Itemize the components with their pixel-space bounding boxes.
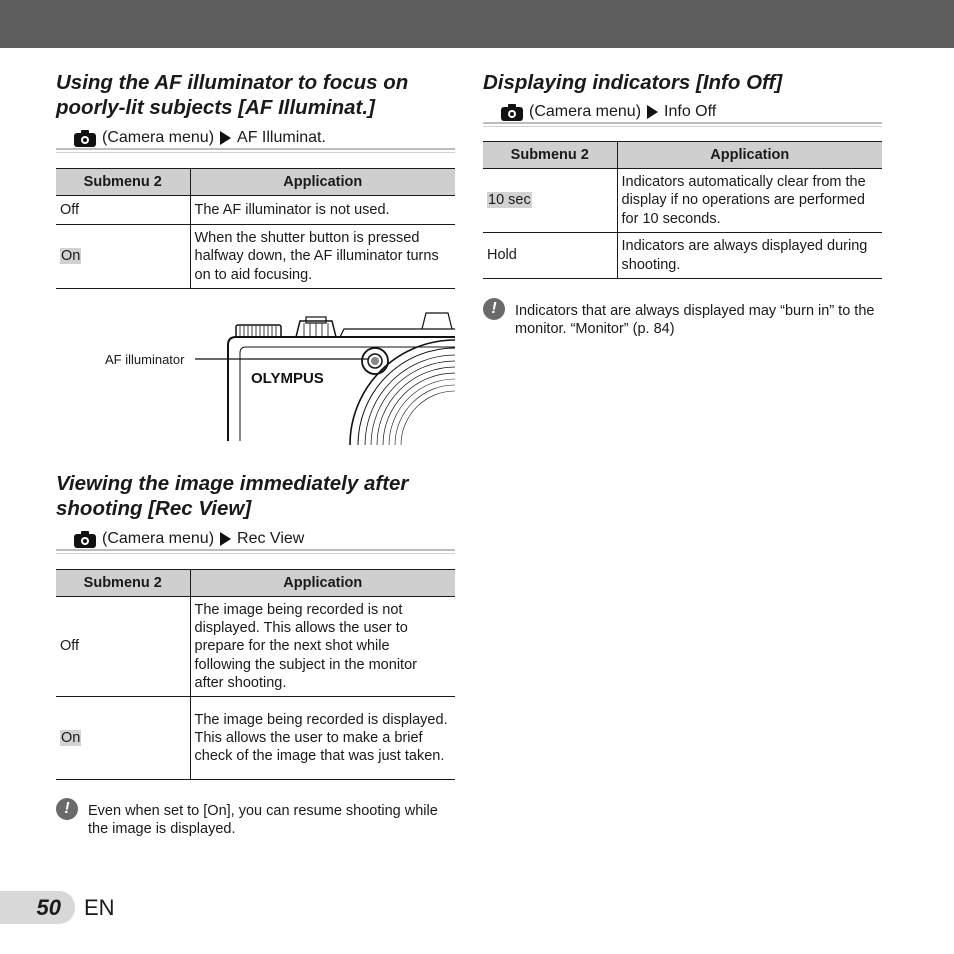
table-row	[56, 225, 455, 289]
application-text: The AF illuminator is not used.	[190, 196, 455, 225]
info-note-text: Indicators that are always displayed may “burn in” to the monitor. “Monitor” (p. 84)	[515, 303, 875, 338]
application-text: The image being recorded is displayed. This allows the user to make a brief check of the image that was just taken.	[190, 697, 455, 780]
table-row	[56, 697, 455, 780]
info-heading: Displaying indicators [Info Off]	[483, 71, 783, 94]
header-submenu: Submenu 2	[56, 169, 190, 196]
figure-label: AF illuminator	[105, 352, 185, 367]
arrow-right-icon	[220, 532, 231, 546]
submenu-value-highlight: On	[61, 248, 81, 265]
header-application: Application	[190, 169, 455, 196]
af-table	[56, 168, 455, 289]
info-note	[483, 302, 882, 338]
info-section	[483, 70, 882, 338]
af-menu-camera: (Camera menu)	[102, 129, 215, 146]
table-header-row	[56, 169, 455, 196]
af-menu-item: AF Illuminat.	[237, 129, 326, 146]
info-menu-path	[501, 102, 882, 122]
page-header-bar	[0, 0, 954, 48]
submenu-value: Off	[60, 201, 80, 218]
submenu-value-highlight: On	[61, 729, 81, 746]
table-header-row	[56, 570, 455, 597]
info-menu-item: Info Off	[664, 103, 717, 120]
table-row	[56, 597, 455, 697]
af-menu-path	[74, 128, 455, 148]
info-menu-camera: (Camera menu)	[529, 103, 642, 120]
brand-logo: OLYMPUS	[251, 370, 324, 387]
camera-icon	[501, 103, 523, 121]
caution-icon: !	[56, 798, 78, 820]
application-text: The image being recorded is not displayed. This allows the user to prepare for the next shot while following the subject in the monitor after shooting.	[190, 597, 455, 697]
language-code: EN	[84, 895, 115, 920]
rec-note-text: Even when set to [On], you can resume shooting while the image is displayed.	[88, 803, 438, 838]
header-application: Application	[190, 570, 455, 597]
info-table	[483, 141, 882, 279]
rec-section	[56, 471, 455, 838]
page-number-tab	[0, 891, 75, 924]
page-number: 50	[36, 895, 61, 920]
table-row	[483, 169, 882, 233]
camera-icon	[74, 530, 96, 548]
af-heading: Using the AF illuminator to focus on poorly-lit subjects [AF Illuminat.]	[56, 71, 409, 119]
camera-illustration	[100, 305, 455, 445]
rec-heading: Viewing the image immediately after shooting [Rec View]	[56, 472, 409, 520]
camera-icon	[74, 129, 96, 147]
arrow-right-icon	[647, 105, 658, 119]
rec-table	[56, 569, 455, 780]
header-application: Application	[617, 142, 882, 169]
submenu-value-highlight: 10 sec	[488, 192, 531, 209]
table-header-row	[483, 142, 882, 169]
application-text: Indicators automatically clear from the display if no operations are performed for 10 seconds.	[617, 169, 882, 233]
rec-menu-item: Rec View	[237, 530, 305, 547]
caution-icon: !	[483, 298, 505, 320]
application-text: When the shutter button is pressed halfway down, the AF illuminator turns on to aid focusing.	[190, 225, 455, 289]
camera-drawing	[100, 305, 455, 445]
right-column	[483, 70, 882, 338]
af-section	[56, 70, 455, 289]
application-text: Indicators are always displayed during shooting.	[617, 233, 882, 279]
arrow-right-icon	[220, 131, 231, 145]
table-row	[56, 196, 455, 225]
header-submenu: Submenu 2	[483, 142, 617, 169]
header-submenu: Submenu 2	[56, 570, 190, 597]
table-row	[483, 233, 882, 279]
rec-note	[56, 802, 455, 838]
submenu-value: Hold	[487, 247, 517, 264]
rec-menu-path	[74, 529, 455, 549]
rec-menu-camera: (Camera menu)	[102, 530, 215, 547]
submenu-value: Off	[60, 638, 80, 655]
